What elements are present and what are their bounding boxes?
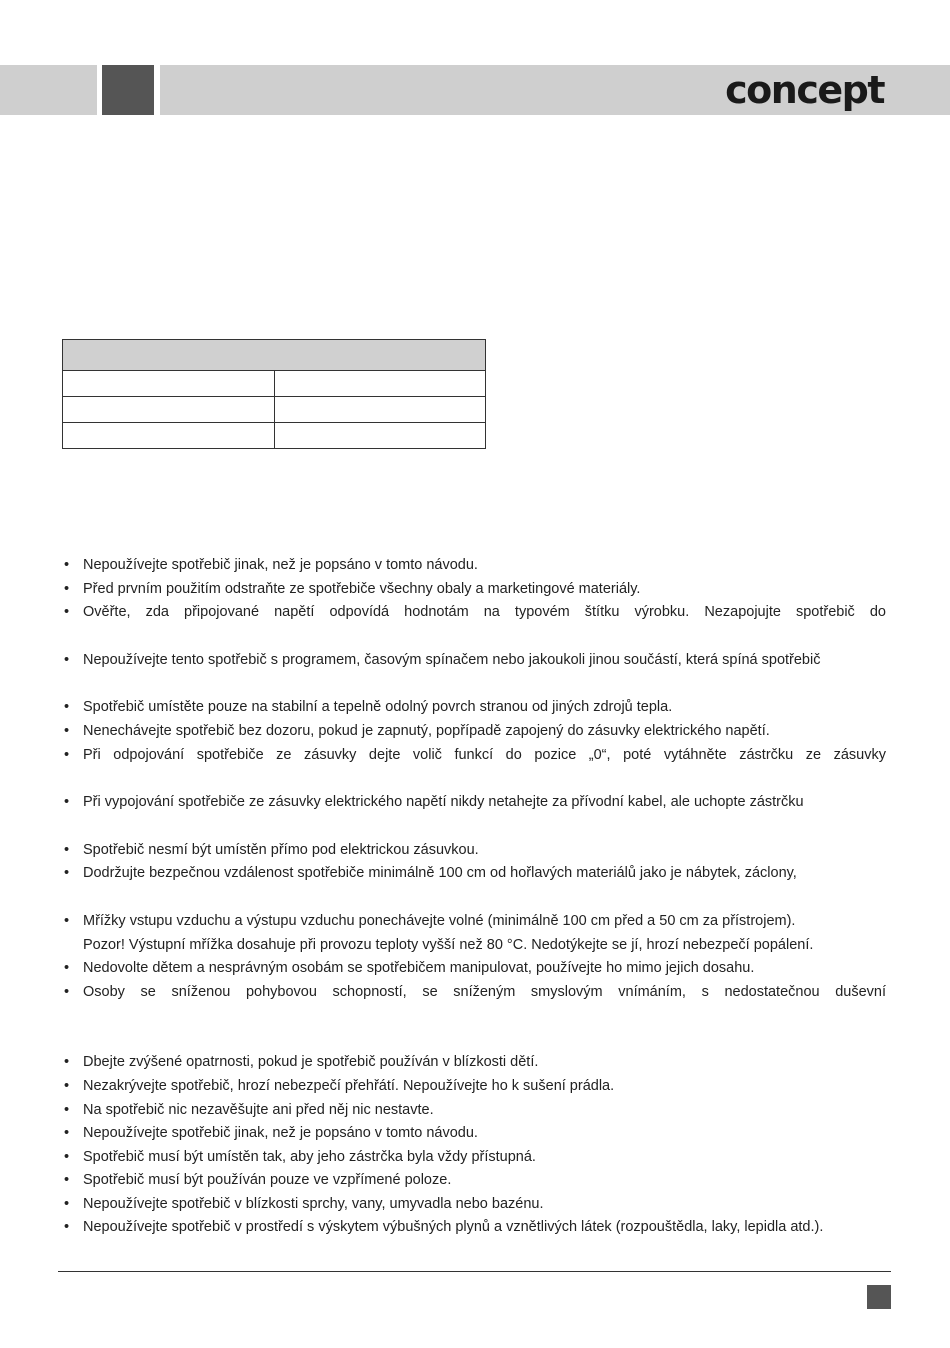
list-item: • Osoby se sníženou pohybovou schopností, se sníženým smyslovým vnímáním, s nedostatečnou duševní (62, 981, 886, 1005)
table-row (63, 397, 486, 423)
header-tab-square (102, 65, 154, 115)
table-cell (274, 371, 486, 397)
list-item: • Nedovolte dětem a nesprávným osobám se spotřebičem manipulovat, používejte ho mimo jejich dosahu. (62, 957, 886, 981)
list-item: • Nepoužívejte spotřebič jinak, než je popsáno v tomto návodu. (62, 1122, 886, 1146)
table-cell (63, 397, 275, 423)
list-item (62, 910, 886, 957)
list-item: • Spotřebič musí být používán pouze ve vzpřímené poloze. (62, 1169, 886, 1193)
list-item: • Nepoužívejte spotřebič v blízkosti sprchy, vany, umyvadla nebo bazénu. (62, 1193, 886, 1217)
safety-instructions-list (62, 554, 886, 1240)
list-item: • Ověřte, zda připojované napětí odpovídá hodnotám na typovém štítku výrobku. Nezapojujte spotřebič do (62, 601, 886, 625)
list-item-line: • Mřížky vstupu vzduchu a výstupu vzduchu ponechávejte volné (minimálně 100 cm před a 50 cm za přístrojem). (83, 912, 796, 929)
list-item: • Nepoužívejte spotřebič jinak, než je popsáno v tomto návodu. (62, 554, 886, 578)
list-item: • Nenechávejte spotřebič bez dozoru, pokud je zapnutý, popřípadě zapojený do zásuvky elektrického napětí. (62, 720, 886, 744)
list-item: • Na spotřebič nic nezavěšujte ani před něj nic nestavte. (62, 1099, 886, 1123)
table-cell (274, 397, 486, 423)
list-item: • Spotřebič umístěte pouze na stabilní a tepelně odolný povrch stranou od jiných zdrojů tepla. (62, 696, 886, 720)
list-item: • Dodržujte bezpečnou vzdálenost spotřebiče minimálně 100 cm od hořlavých materiálů jako je nábytek, záclony, (62, 862, 886, 886)
list-item: • Před prvním použitím odstraňte ze spotřebiče všechny obaly a marketingové materiály. (62, 578, 886, 602)
table-cell (63, 371, 275, 397)
list-item: • Při vypojování spotřebiče ze zásuvky elektrického napětí nikdy netahejte za přívodní kabel, ale uchopte zástrčku (62, 791, 886, 815)
list-item: • Nepoužívejte spotřebič v prostředí s výskytem výbušných plynů a vznětlivých látek (rozpouštědla, laky, lepidla atd.). (62, 1216, 886, 1240)
spec-table-header (63, 340, 486, 371)
page-number-box (867, 1285, 891, 1309)
list-item-line: Pozor! Výstupní mřížka dosahuje při provozu teploty vyšší než 80 °C. Nedotýkejte se jí, hrozí nebezpečí popálení. (83, 936, 814, 953)
list-item: • Spotřebič nesmí být umístěn přímo pod elektrickou zásuvkou. (62, 839, 886, 863)
list-item: • Při odpojování spotřebiče ze zásuvky dejte volič funkcí do pozice „0“, poté vytáhněte zástrčku ze zásuvky (62, 744, 886, 768)
header-band-left (0, 65, 97, 115)
table-cell (63, 423, 275, 449)
table-row (63, 423, 486, 449)
list-item: • Nepoužívejte tento spotřebič s programem, časovým spínačem nebo jakoukoli jinou součástí, která spíná spotřebič (62, 649, 886, 673)
list-item: • Nezakrývejte spotřebič, hrozí nebezpečí přehřátí. Nepoužívejte ho k sušení prádla. (62, 1075, 886, 1099)
list-item: • Spotřebič musí být umístěn tak, aby jeho zástrčka byla vždy přístupná. (62, 1146, 886, 1170)
table-row (63, 371, 486, 397)
footer-divider (58, 1271, 891, 1272)
list-item: • Dbejte zvýšené opatrnosti, pokud je spotřebič používán v blízkosti dětí. (62, 1051, 886, 1075)
brand-logo: concept (725, 68, 884, 112)
spec-table (62, 339, 486, 449)
table-cell (274, 423, 486, 449)
